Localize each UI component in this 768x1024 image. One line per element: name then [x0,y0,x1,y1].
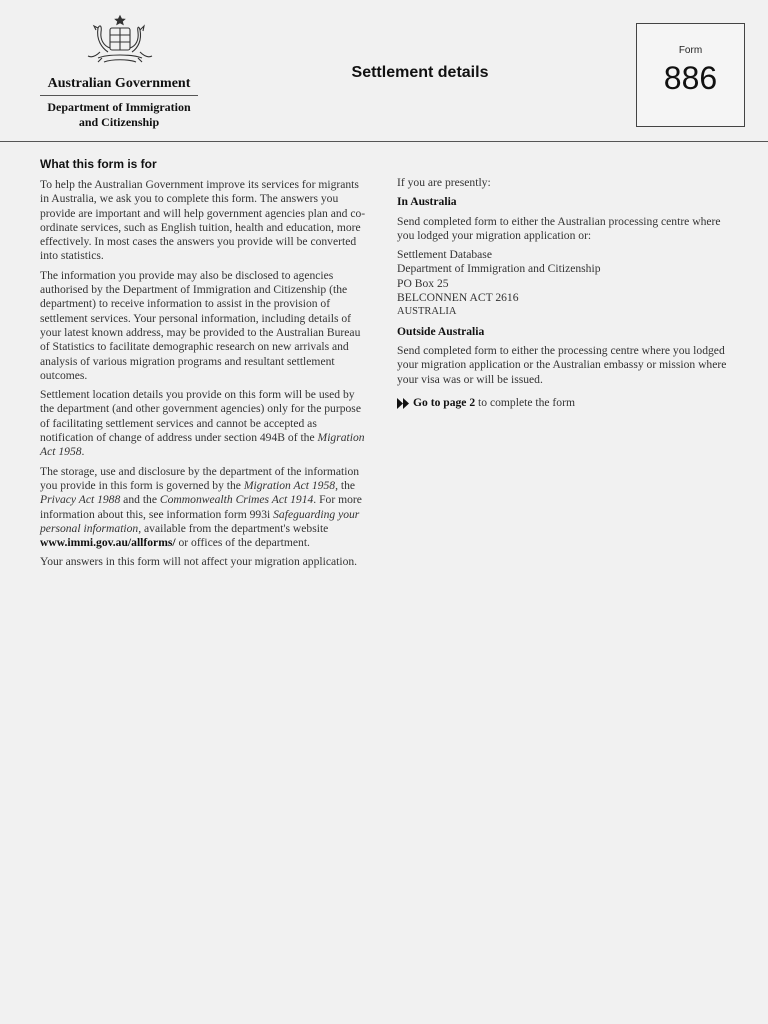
address-line: BELCONNEN ACT 2616 [397,291,519,305]
form-993i-ref: Safeguarding your personal information [40,507,360,535]
paragraph-purpose: To help the Australian Government improve its services for migrants in Australia, we ask you to complete this form. The answers you provide are important and will help government agencies plan and co-ordinate services, such as English tuition, health and education, more effectively. In most cases the answers you provide will be converted into statistics. [40,178,366,263]
department-name [40,100,198,130]
paragraph-disclosure: The information you provide may also be disclosed to agencies authorised by the Department of Immigration and Citizenship (the department) to receive information to assist in the provision of settlement services. Your personal information, including details of your latest known address, may be provided to the Australian Bureau of Statistics to facilitate demographic research on new arrivals and analysis of various migration programs and resultant settlement outcomes. [40,268,361,382]
privacy-act-ref: Privacy Act 1988 [40,493,121,507]
government-name: Australian Government [47,76,191,91]
form-number-box [636,23,745,127]
paragraph-privacy: The storage, use and disclosure by the department of the information you provide in this form is governed by the Migration Act 1958, the Privacy Act 1988 and the Commonwealth Crimes Act 1914. For more information about this, see information form 993i Safeguarding your personal information, available from the department's website www.immi.gov.au/allforms/ or offices of the department. [40,464,362,550]
coat-of-arms-icon [78,14,162,74]
paragraph-settlement-location: Settlement location details you provide on this form will be used by the department (and other government agencies) only for the purpose of facilitating settlement services and cannot be accepted as notification of change of address under section 494B of the Migration Act 1958. [40,388,365,459]
migration-act-ref: Migration Act 1958 [40,431,365,459]
form-number: 886 [663,60,718,96]
section-heading: What this form is for [40,157,157,171]
address-line: Department of Immigration and Citizenship [397,262,601,276]
page-title: Settlement details [351,64,489,81]
crimes-act-ref: Commonwealth Crimes Act 1914 [159,493,314,507]
address-line: Settlement Database [397,248,492,262]
address-line: PO Box 25 [397,276,449,290]
presently-intro: If you are presently: [397,176,491,189]
go-to-page-rest: to complete the form [475,395,575,409]
logo-divider [40,95,198,96]
paragraph-no-effect: Your answers in this form will not affect your migration application. [40,555,358,569]
left-column [40,178,370,575]
in-australia-heading: In Australia [397,195,457,209]
website-link[interactable]: www.immi.gov.au/allforms/ [40,536,176,550]
in-australia-text: Send completed form to either the Australian processing centre where you lodged your migration application or: [397,214,721,242]
outside-australia-text: Send completed form to either the processing centre where you lodged your migration application or the Australian embassy or mission where your visa was or will be issued. [397,343,727,386]
go-to-page-2: Go to page 2 [413,395,476,409]
address-line: AUSTRALIA [397,306,457,318]
postal-address [397,248,737,319]
go-to-page-instruction [397,396,737,410]
header-divider [0,141,768,142]
double-arrow-icon [397,398,410,409]
department-line-2: and Citizenship [78,115,160,129]
migration-act-ref: Migration Act 1958 [243,478,336,492]
department-line-1: Department of Immigration [47,100,191,114]
outside-australia-heading: Outside Australia [397,324,485,338]
right-column [397,176,737,410]
form-label: Form [678,45,703,56]
